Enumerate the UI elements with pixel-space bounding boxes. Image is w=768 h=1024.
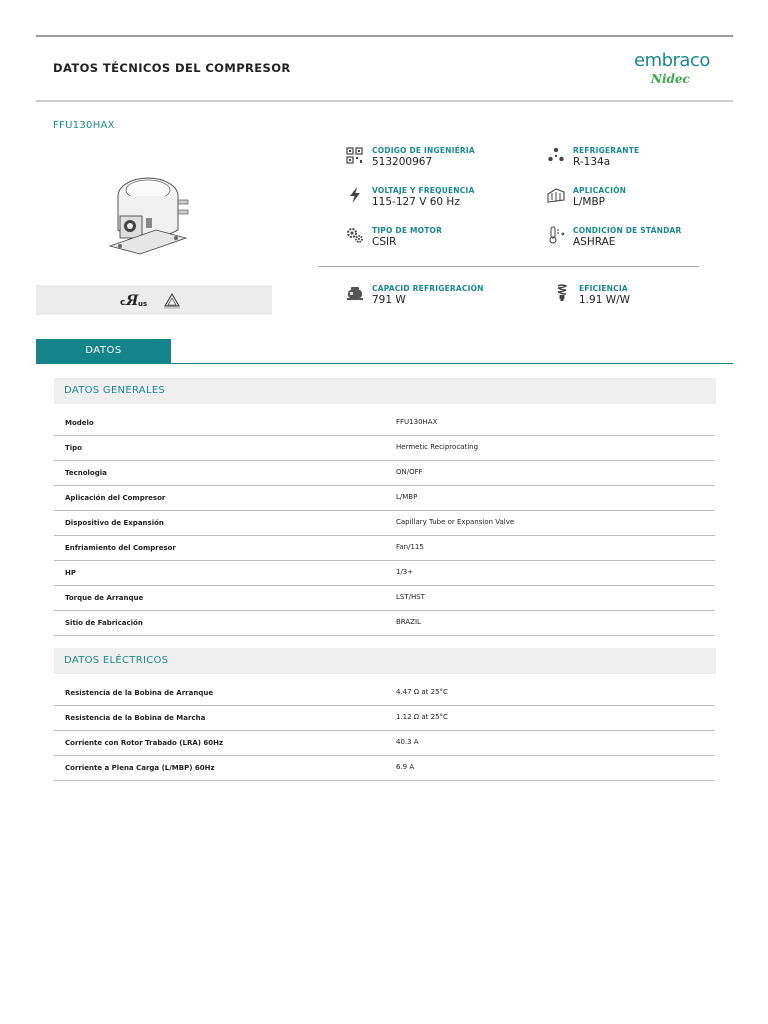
spec-label: EFICIENCIA: [579, 284, 628, 293]
bulb-icon: [553, 284, 571, 302]
svg-text:c: c: [120, 298, 126, 308]
table-row: [54, 561, 715, 586]
row-key: Sitio de Fabricación: [65, 619, 143, 627]
spec-label: CÓDIGO DE INGENIÉRIA: [372, 146, 475, 155]
table-row: [54, 756, 715, 781]
row-key: Resistencia de la Bobina de Marcha: [65, 714, 206, 722]
spec-value: R-134a: [573, 156, 611, 168]
spec-label: CONDICIÓN DE STÁNDAR: [573, 226, 682, 235]
fridge-application-icon: [547, 186, 565, 204]
row-value: L/MBP: [396, 493, 418, 501]
row-value: Fan/115: [396, 543, 424, 551]
row-key: Enfriamiento del Compresor: [65, 544, 176, 552]
table-row: [54, 461, 715, 486]
spec-divider: [318, 266, 699, 267]
row-key: Torque de Arranque: [65, 594, 144, 602]
gears-icon: [346, 226, 364, 244]
table-row: [54, 511, 715, 536]
row-key: Dispositivo de Expansión: [65, 519, 164, 527]
model-name: FFU130HAX: [53, 120, 115, 131]
section-general-title: DATOS GENERALES: [64, 385, 166, 396]
section-general-header: [54, 378, 716, 404]
spec-label: CAPACID REFRIGERACIÓN: [372, 284, 484, 293]
table-row: [54, 536, 715, 561]
row-key: Modelo: [65, 419, 94, 427]
row-value: FFU130HAX: [396, 418, 438, 426]
row-value: LST/HST: [396, 593, 425, 601]
general-data-table: [54, 411, 715, 636]
row-key: Aplicación del Compresor: [65, 494, 166, 502]
tab-underline: [36, 363, 733, 364]
row-key: Tipo: [65, 444, 82, 452]
row-value: ON/OFF: [396, 468, 423, 476]
thermometer-icon: [547, 226, 565, 244]
row-value: 40.3 A: [396, 738, 419, 746]
qr-code-icon: [346, 146, 364, 164]
row-value: Capillary Tube or Expansion Valve: [396, 518, 515, 526]
spec-label: REFRIGERANTE: [573, 146, 640, 155]
row-key: Corriente a Plena Carga (L/MBP) 60Hz: [65, 764, 215, 772]
row-value: 4.47 Ω at 25°C: [396, 688, 448, 696]
row-value: 1.12 Ω at 25°C: [396, 713, 448, 721]
spec-label: VOLTAJE Y FREQUENCIA: [372, 186, 475, 195]
table-row: [54, 586, 715, 611]
spec-value: 1.91 W/W: [579, 294, 631, 306]
logo-brand: embraco: [634, 50, 710, 71]
table-row: [54, 681, 715, 706]
certification-box: [36, 285, 272, 315]
table-row: [54, 411, 715, 436]
refrigerant-drops-icon: [547, 146, 565, 164]
row-value: 6.9 A: [396, 763, 415, 771]
section-electrical-header: [54, 648, 716, 674]
row-key: Corriente con Rotor Trabado (LRA) 60Hz: [65, 739, 224, 747]
spec-value: 791 W: [372, 294, 406, 306]
spec-value: L/MBP: [573, 196, 605, 208]
spec-label: APLICACIÓN: [573, 186, 627, 195]
spec-value: ASHRAE: [573, 236, 616, 248]
spec-value: CSIR: [372, 236, 397, 248]
row-value: Hermetic Reciprocating: [396, 443, 479, 451]
spec-value: 115-127 V 60 Hz: [372, 196, 460, 208]
logo-sub: Nidec: [651, 72, 690, 86]
table-row: [54, 611, 715, 636]
table-row: [54, 436, 715, 461]
table-row: [54, 486, 715, 511]
row-value: 1/3+: [396, 568, 414, 576]
tab-datos[interactable]: DATOS: [36, 339, 171, 363]
header-rule: [36, 100, 733, 102]
spec-label: TIPO DE MOTOR: [372, 226, 443, 235]
page-title: DATOS TÉCNICOS DEL COMPRESOR: [53, 61, 291, 75]
table-row: [54, 731, 715, 756]
section-electrical-title: DATOS ELÉCTRICOS: [64, 655, 169, 666]
top-rule: [36, 35, 733, 37]
svg-text:us: us: [138, 300, 148, 308]
spec-value: 513200967: [372, 156, 433, 168]
electrical-data-table: [54, 681, 715, 781]
lightning-icon: [346, 186, 364, 204]
row-key: Tecnologia: [65, 469, 107, 477]
compressor-image: [100, 168, 200, 264]
embraco-nidec-logo: [634, 50, 724, 90]
row-value: BRAZIL: [396, 618, 421, 626]
compressor-icon: [346, 284, 364, 302]
row-key: HP: [65, 569, 76, 577]
svg-text:Я: Я: [126, 293, 139, 309]
row-key: Resistencia de la Bobina de Arranque: [65, 689, 214, 697]
table-row: [54, 706, 715, 731]
